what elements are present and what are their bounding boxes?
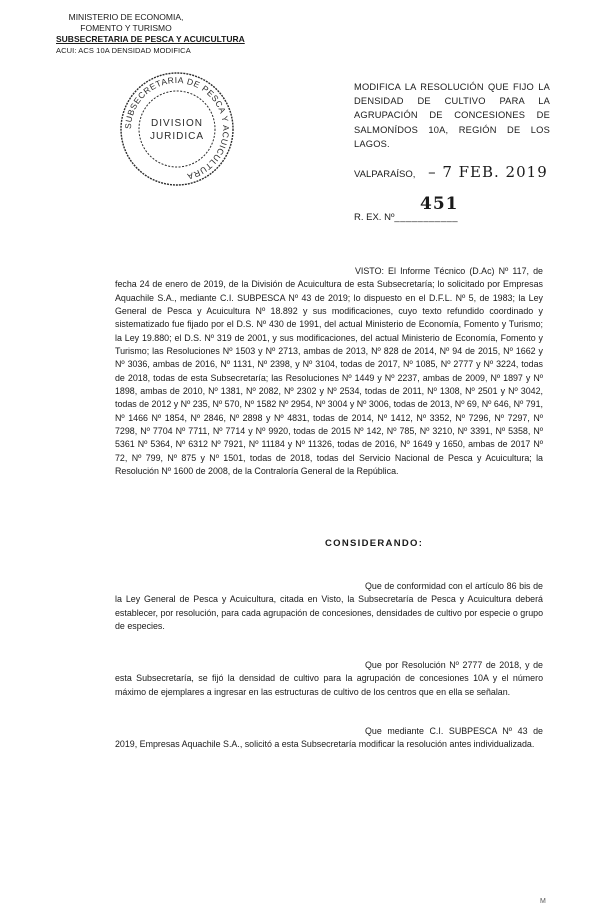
subsecretaria-line: SUBSECRETARIA DE PESCA Y ACUICULTURA xyxy=(56,34,245,44)
rex-underline: ___________ xyxy=(394,212,459,223)
visto-paragraph: VISTO: El Informe Técnico (D.Ac) Nº 117, de fecha 24 de enero de 2019, de la División de Acuicultura de esta Subsecretaría; lo solicitado por Empresas Aquachile S.A., mediante C.I. SUBPESCA Nº 43 de 2019; lo dispuesto en el D.F.L. Nº 5, de 1983; la Ley General de Pesca y Acuicultura Nº 18.892 y sus modificaciones, cuyo texto refundido coordinado y sistematizado fue fijado por el D.S. Nº 430 de 1991, del actual Ministerio de Economía, Fomento y Turismo; la Ley 19.880; el D.S. Nº 319 de 2001, y sus modificaciones, del actual Ministerio de Economía, Fomento y Turismo; las Resoluciones Nº 1503 y Nº 2713, ambas de 2013, Nº 828 de 2014, Nº 94 de 2015, Nº 1662 y Nº 3036, ambas de 2016, Nº 1131, Nº 2398, y Nº 3104, todas de 2017, Nº 1085, Nº 2777 y Nº 3224, todas de 2018, todas de esta Subsecretaría; las Resoluciones Nº 1449 y Nº 2237, ambas de 2009, Nº 1897 y Nº 1898, ambas de 2010, Nº 1381, Nº 2082, Nº 2302 y Nº 2534, todas de 2011, Nº 1308, Nº 2501 y Nº 3042, todas de 2012 y Nº 235, Nº 570, Nº 1582 Nº 2954, Nº 3004 y Nº 3006, todas de 2013, Nº 69, Nº 646, Nº 791, Nº 1466 Nº 1854, Nº 2846, Nº 2898 y Nº 4831, todas de 2014, Nº 1412, Nº 3352, Nº 7296, Nº 7297, Nº 7298, Nº 7704 Nº 7711, Nº 7714 y Nº 9920, todas de 2015 Nº 142, Nº 785, Nº 3210, Nº 3391, Nº 5358, Nº 5361 Nº 5364, Nº 6312 Nº 7921, Nº 11184 y Nº 11326, todas de 2016, Nº 1649 y 1650, ambas de 2017 Nº 72, Nº 799, Nº 875 y Nº 1501, todas de 2018, todas del Servicio Nacional de Pesca y Acuicultura; la Resolución Nº 1600 de 2008, de la Contraloría General de la República. xyxy=(115,266,543,477)
stamp-line-2: JURIDICA xyxy=(149,131,205,142)
reference-line: ACUI: ACS 10A DENSIDAD MODIFICA xyxy=(56,46,191,55)
resolution-subject: MODIFICA LA RESOLUCIÓN QUE FIJO LA DENSIDAD DE CULTIVO PARA LA AGRUPACIÓN DE CONCESIONES DE SALMONÍDOS 10A, REGIÓN DE LOS LAGOS. xyxy=(354,82,550,149)
place-and-date xyxy=(354,163,548,181)
ministry-line-1: MINISTERIO DE ECONOMIA, xyxy=(68,12,184,22)
letterhead xyxy=(56,12,256,56)
considerando-paragraph-2: Que por Resolución Nº 2777 de 2018, y de esta Subsecretaría, se fijó la densidad de cultivo para la agrupación de concesiones 10A y el número máximo de ejemplares a ingresar en las estructuras de cultivo de los centros que en ella se señalan. xyxy=(115,660,543,697)
date-stamp: – 7 FEB. 2019 xyxy=(428,163,548,181)
division-juridica-stamp xyxy=(118,70,236,188)
considerando-paragraph-3: Que mediante C.I. SUBPESCA Nº 43 de 2019, Empresas Aquachile S.A., solicitó a esta Subsecretaría modificar la resolución antes individualizada. xyxy=(115,726,543,750)
stamp-line-1: DIVISION xyxy=(151,118,203,129)
stamp-outer-text: SUBSECRETARIA DE PESCA Y ACUICULTURA xyxy=(122,74,232,182)
rex-number: 451 xyxy=(420,194,459,214)
considerando-paragraph-1: Que de conformidad con el artículo 86 bis de la Ley General de Pesca y Acuicultura, citada en Visto, la Subsecretaría de Pesca y Acuicultura deberá establecer, por resolución, para cada agrupación de concesiones, densidades de cultivo por especie o grupo de especies. xyxy=(115,581,543,632)
signature-mark: M xyxy=(540,898,546,905)
ministry-line-2: FOMENTO Y TURISMO xyxy=(80,23,172,33)
place: VALPARAÍSO, xyxy=(354,169,416,180)
resolution-number xyxy=(354,194,459,223)
rex-label: R. EX. Nº xyxy=(354,212,395,223)
stamp-seal xyxy=(118,70,236,188)
considerando-heading: CONSIDERANDO: xyxy=(325,538,424,549)
